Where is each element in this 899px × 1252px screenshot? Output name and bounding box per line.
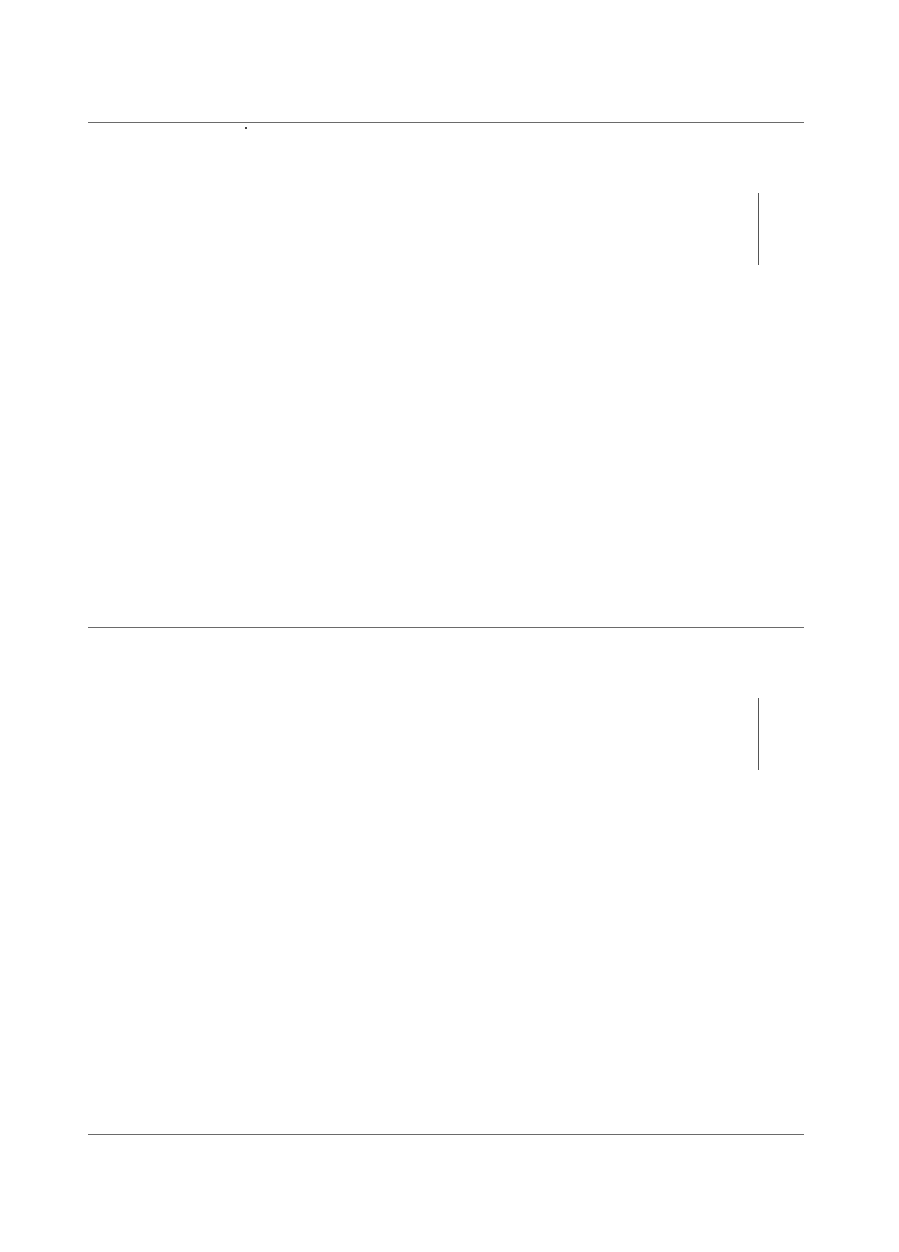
bottom-rule <box>88 1134 804 1135</box>
footnote-separator-top <box>758 193 759 265</box>
top-rule <box>88 122 804 123</box>
footnote-separator-bottom <box>758 698 759 770</box>
stray-mark <box>245 127 247 129</box>
middle-rule <box>88 627 804 628</box>
